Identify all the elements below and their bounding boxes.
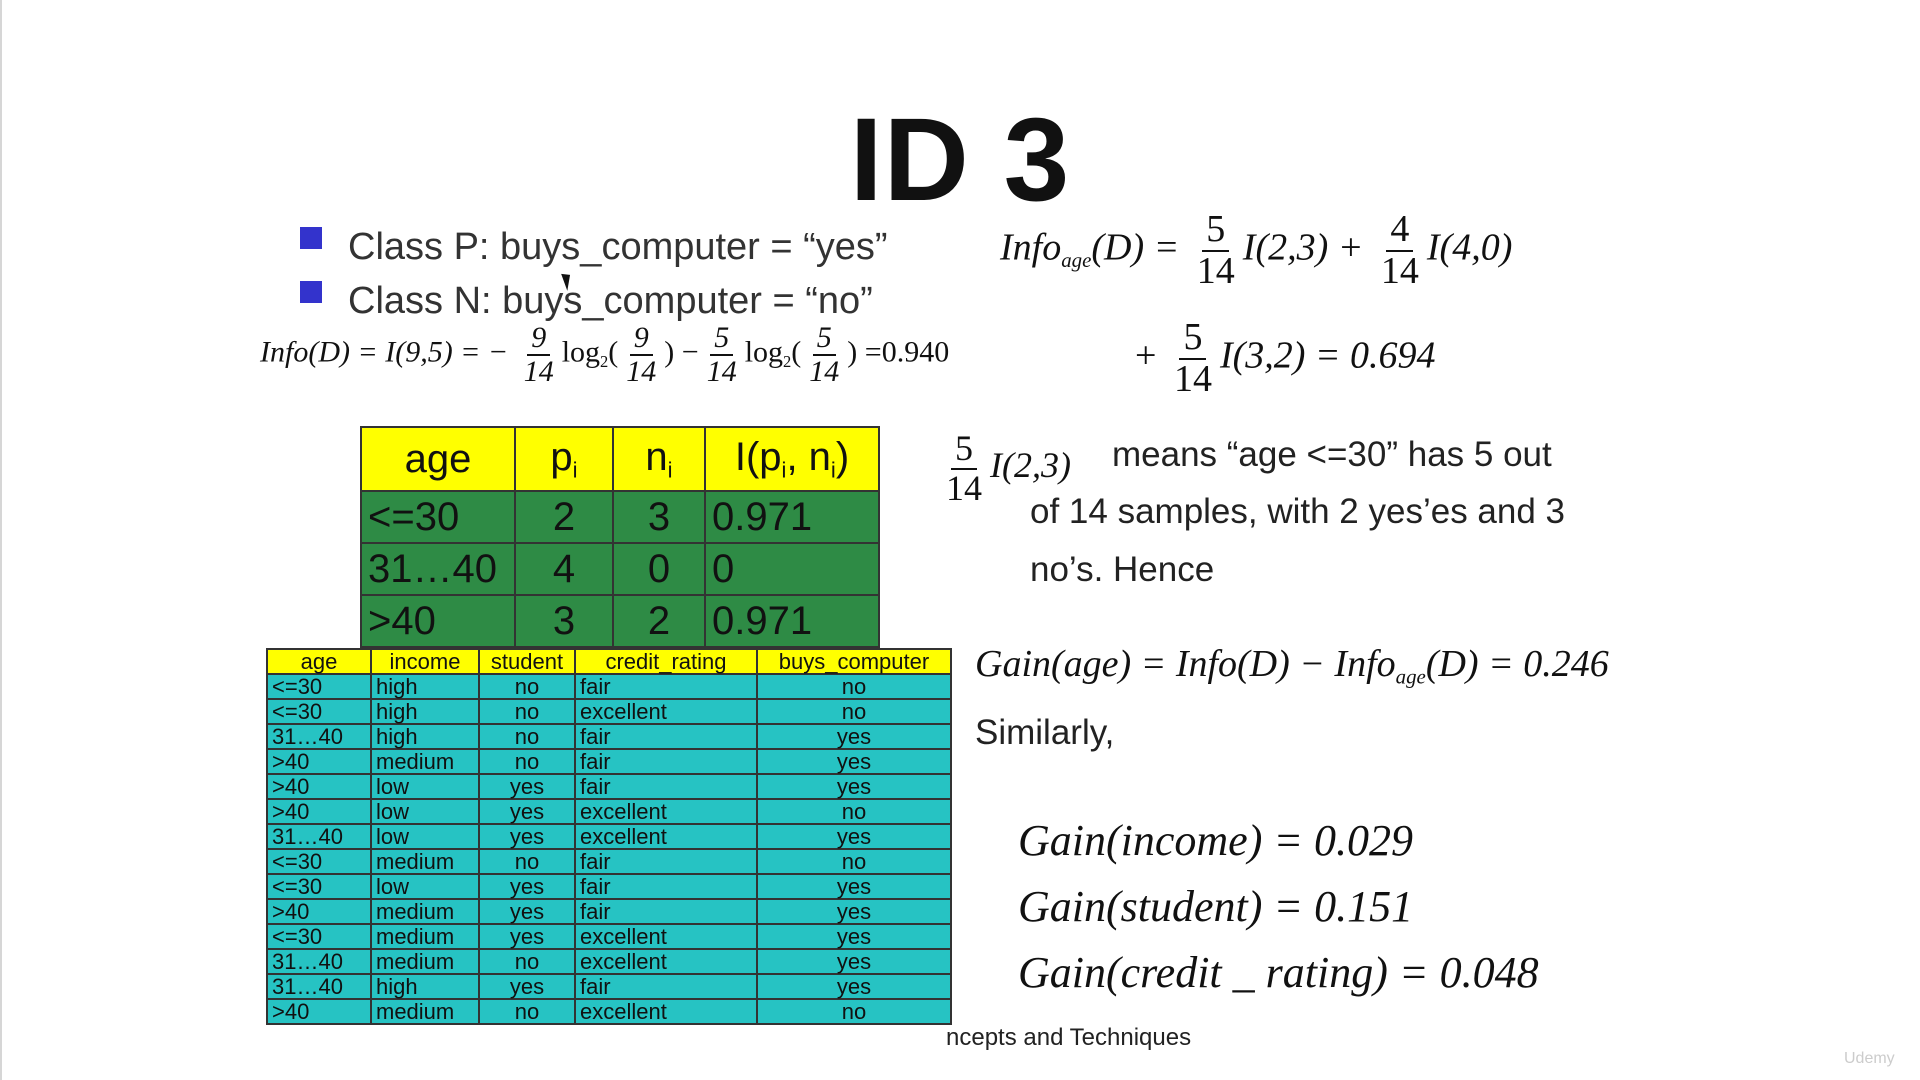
table-row <box>267 849 951 874</box>
note-text-line3: no’s. Hence <box>1030 550 1215 589</box>
formula-text: + <box>1135 334 1157 377</box>
slide-title: ID 3 <box>849 94 1071 226</box>
bullet-class-p <box>300 220 888 274</box>
table-cell: yes <box>479 924 575 949</box>
formula-text: I(3,2) = 0.694 <box>1219 334 1436 377</box>
table-header-row <box>361 427 879 491</box>
table-cell: no <box>757 849 951 874</box>
table-cell: 2 <box>515 491 613 543</box>
note-text-line2: of 14 samples, with 2 yes’es and 3 <box>1030 492 1566 531</box>
column-header: income <box>371 649 479 674</box>
gain-income: Gain(income) = 0.029 <box>1018 816 1414 865</box>
formula-subscript: age <box>1395 664 1426 689</box>
table-cell: >40 <box>267 899 371 924</box>
table-cell: <=30 <box>267 674 371 699</box>
denominator: 14 <box>626 354 657 388</box>
table-cell: 31…40 <box>267 949 371 974</box>
table-cell: excellent <box>575 699 757 724</box>
header-text: age <box>404 436 472 481</box>
table-cell: high <box>371 724 479 749</box>
table-row <box>267 899 951 924</box>
bullet-text: Class N: buys_computer = “no” <box>348 279 873 322</box>
table-cell: no <box>757 999 951 1024</box>
fraction <box>703 322 741 387</box>
formula-text: (D) = <box>1091 226 1180 269</box>
table-row <box>267 774 951 799</box>
table-cell: 31…40 <box>267 974 371 999</box>
bullet-class-n <box>300 274 888 328</box>
denominator: 14 <box>946 467 982 508</box>
table-cell: no <box>479 849 575 874</box>
table-row <box>267 874 951 899</box>
table-cell: no <box>757 674 951 699</box>
header-text: n <box>645 434 668 479</box>
table-cell: excellent <box>575 799 757 824</box>
formula-subscript: age <box>1061 247 1092 272</box>
table-cell: 0.971 <box>705 595 879 647</box>
table-cell: <=30 <box>361 491 515 543</box>
table-cell: yes <box>757 724 951 749</box>
column-header: buys_computer <box>757 649 951 674</box>
log-base: 2 <box>783 352 792 372</box>
log-base: 2 <box>600 352 609 372</box>
table-cell: >40 <box>361 595 515 647</box>
numerator: 4 <box>1386 210 1413 252</box>
table-cell: medium <box>371 749 479 774</box>
table-cell: 31…40 <box>361 543 515 595</box>
table-cell: low <box>371 874 479 899</box>
gain-student: Gain(student) = 0.151 <box>1018 882 1414 931</box>
table-cell: 31…40 <box>267 824 371 849</box>
header-subscript: i <box>667 457 673 483</box>
table-cell: 3 <box>515 595 613 647</box>
table-cell: yes <box>757 749 951 774</box>
table-cell: yes <box>479 974 575 999</box>
table-cell: yes <box>757 924 951 949</box>
formula-result: ) =0.940 <box>847 335 950 369</box>
note-text-line1: means “age <=30” has 5 out <box>1112 435 1552 474</box>
table-cell: no <box>479 749 575 774</box>
table-cell: >40 <box>267 774 371 799</box>
table-row <box>267 949 951 974</box>
table-cell: high <box>371 699 479 724</box>
formula-text: (D) = 0.246 <box>1425 643 1609 685</box>
table-cell: 0 <box>705 543 879 595</box>
age-summary-table <box>360 426 880 648</box>
table-cell: no <box>479 724 575 749</box>
table-cell: fair <box>575 724 757 749</box>
formula-text: log <box>561 335 601 369</box>
column-header <box>705 427 879 491</box>
fraction <box>1193 210 1239 292</box>
denominator: 14 <box>706 354 737 388</box>
table-cell: medium <box>371 849 479 874</box>
denominator: 14 <box>1380 249 1419 292</box>
table-cell: medium <box>371 949 479 974</box>
table-cell: high <box>371 674 479 699</box>
table-cell: medium <box>371 924 479 949</box>
table-cell: yes <box>757 899 951 924</box>
table-cell: yes <box>757 949 951 974</box>
table-cell: fair <box>575 774 757 799</box>
footer-text: ncepts and Techniques <box>946 1024 1192 1051</box>
table-row <box>267 699 951 724</box>
table-cell: 0.971 <box>705 491 879 543</box>
fraction <box>942 430 986 508</box>
table-cell: medium <box>371 899 479 924</box>
table-cell: no <box>479 674 575 699</box>
table-cell: excellent <box>575 949 757 974</box>
table-row <box>267 749 951 774</box>
info-age-formula-line2 <box>1135 318 1436 400</box>
column-header <box>515 427 613 491</box>
denominator: 14 <box>1196 249 1235 292</box>
square-bullet-icon <box>300 227 322 249</box>
table-cell: fair <box>575 749 757 774</box>
table-cell: excellent <box>575 999 757 1024</box>
data-table-body <box>267 674 951 1024</box>
denominator: 14 <box>1173 357 1212 400</box>
table-row <box>267 674 951 699</box>
table-cell: yes <box>757 824 951 849</box>
formula-text: I(4,0) <box>1426 226 1513 269</box>
numerator: 5 <box>1179 318 1206 360</box>
column-header: credit_rating <box>575 649 757 674</box>
info-d-formula <box>260 322 949 387</box>
table-row <box>267 824 951 849</box>
info-age-formula-line1 <box>1000 210 1512 292</box>
formula-text: ( <box>608 335 619 369</box>
table-cell: yes <box>479 799 575 824</box>
table-cell: >40 <box>267 799 371 824</box>
header-subscript: i <box>572 457 578 483</box>
bullet-text: Class P: buys_computer = “yes” <box>348 225 888 268</box>
table-cell: no <box>479 999 575 1024</box>
formula-text: I(2,3) <box>990 445 1071 486</box>
table-cell: yes <box>757 974 951 999</box>
header-subscript: i <box>830 457 836 483</box>
class-bullets <box>300 220 888 328</box>
formula-text: ) − <box>664 335 699 369</box>
table-cell: medium <box>371 999 479 1024</box>
table-cell: yes <box>479 774 575 799</box>
header-text: I(p <box>734 434 782 479</box>
fraction <box>1377 210 1423 292</box>
formula-text: Info(D) = I(9,5) = − <box>260 335 509 369</box>
table-cell: <=30 <box>267 699 371 724</box>
table-row <box>361 543 879 595</box>
table-cell: fair <box>575 899 757 924</box>
formula-text: I(2,3) + <box>1242 226 1364 269</box>
table-header-row <box>267 649 951 674</box>
table-cell: >40 <box>267 999 371 1024</box>
numerator: 9 <box>527 322 550 356</box>
table-cell: 2 <box>613 595 705 647</box>
table-cell: no <box>479 699 575 724</box>
table-row <box>361 595 879 647</box>
table-cell: >40 <box>267 749 371 774</box>
table-cell: low <box>371 774 479 799</box>
udemy-logo: Udemy <box>1844 1050 1895 1067</box>
table-row <box>267 799 951 824</box>
numerator: 5 <box>710 322 733 356</box>
header-subscript: i <box>781 457 787 483</box>
formula-text: Info <box>1000 226 1062 269</box>
table-cell: high <box>371 974 479 999</box>
gain-results <box>1018 808 1539 1006</box>
training-data-table <box>266 648 952 1025</box>
table-cell: 0 <box>613 543 705 595</box>
similarly-text: Similarly, <box>975 713 1115 752</box>
table-cell: no <box>757 699 951 724</box>
fraction <box>805 322 843 387</box>
table-cell: low <box>371 824 479 849</box>
table-cell: yes <box>479 899 575 924</box>
table-cell: no <box>757 799 951 824</box>
table-cell: yes <box>757 774 951 799</box>
table-cell: no <box>479 949 575 974</box>
column-header: student <box>479 649 575 674</box>
denominator: 14 <box>809 354 840 388</box>
table-cell: yes <box>757 874 951 899</box>
table-cell: yes <box>479 824 575 849</box>
header-text: ) <box>835 434 850 479</box>
table-row <box>361 491 879 543</box>
table-cell: 4 <box>515 543 613 595</box>
denominator: 14 <box>523 354 554 388</box>
table-row <box>267 724 951 749</box>
table-cell: <=30 <box>267 924 371 949</box>
table-cell: fair <box>575 674 757 699</box>
gain-age-formula <box>975 642 1609 689</box>
table-cell: excellent <box>575 924 757 949</box>
fraction <box>622 322 660 387</box>
table-cell: 3 <box>613 491 705 543</box>
numerator: 9 <box>630 322 653 356</box>
square-bullet-icon <box>300 281 322 303</box>
table-cell: 31…40 <box>267 724 371 749</box>
table-cell: yes <box>479 874 575 899</box>
numerator: 5 <box>1202 210 1229 252</box>
table-row <box>267 974 951 999</box>
column-header <box>361 427 515 491</box>
gain-credit-rating: Gain(credit _ rating) = 0.048 <box>1018 948 1539 997</box>
table-cell: excellent <box>575 824 757 849</box>
column-header <box>613 427 705 491</box>
table-cell: fair <box>575 974 757 999</box>
formula-text: Gain(age) = Info(D) − Info <box>975 643 1396 685</box>
table-cell: <=30 <box>267 849 371 874</box>
table-row <box>267 924 951 949</box>
header-text: , n <box>786 434 831 479</box>
numerator: 5 <box>951 430 977 470</box>
table-row <box>267 999 951 1024</box>
formula-text: log <box>744 335 784 369</box>
table-cell: fair <box>575 874 757 899</box>
formula-text: ( <box>791 335 802 369</box>
header-text: p <box>550 434 573 479</box>
table-cell: low <box>371 799 479 824</box>
numerator: 5 <box>813 322 836 356</box>
table-cell: <=30 <box>267 874 371 899</box>
fraction <box>1170 318 1216 400</box>
table-cell: fair <box>575 849 757 874</box>
fraction <box>520 322 558 387</box>
column-header: age <box>267 649 371 674</box>
